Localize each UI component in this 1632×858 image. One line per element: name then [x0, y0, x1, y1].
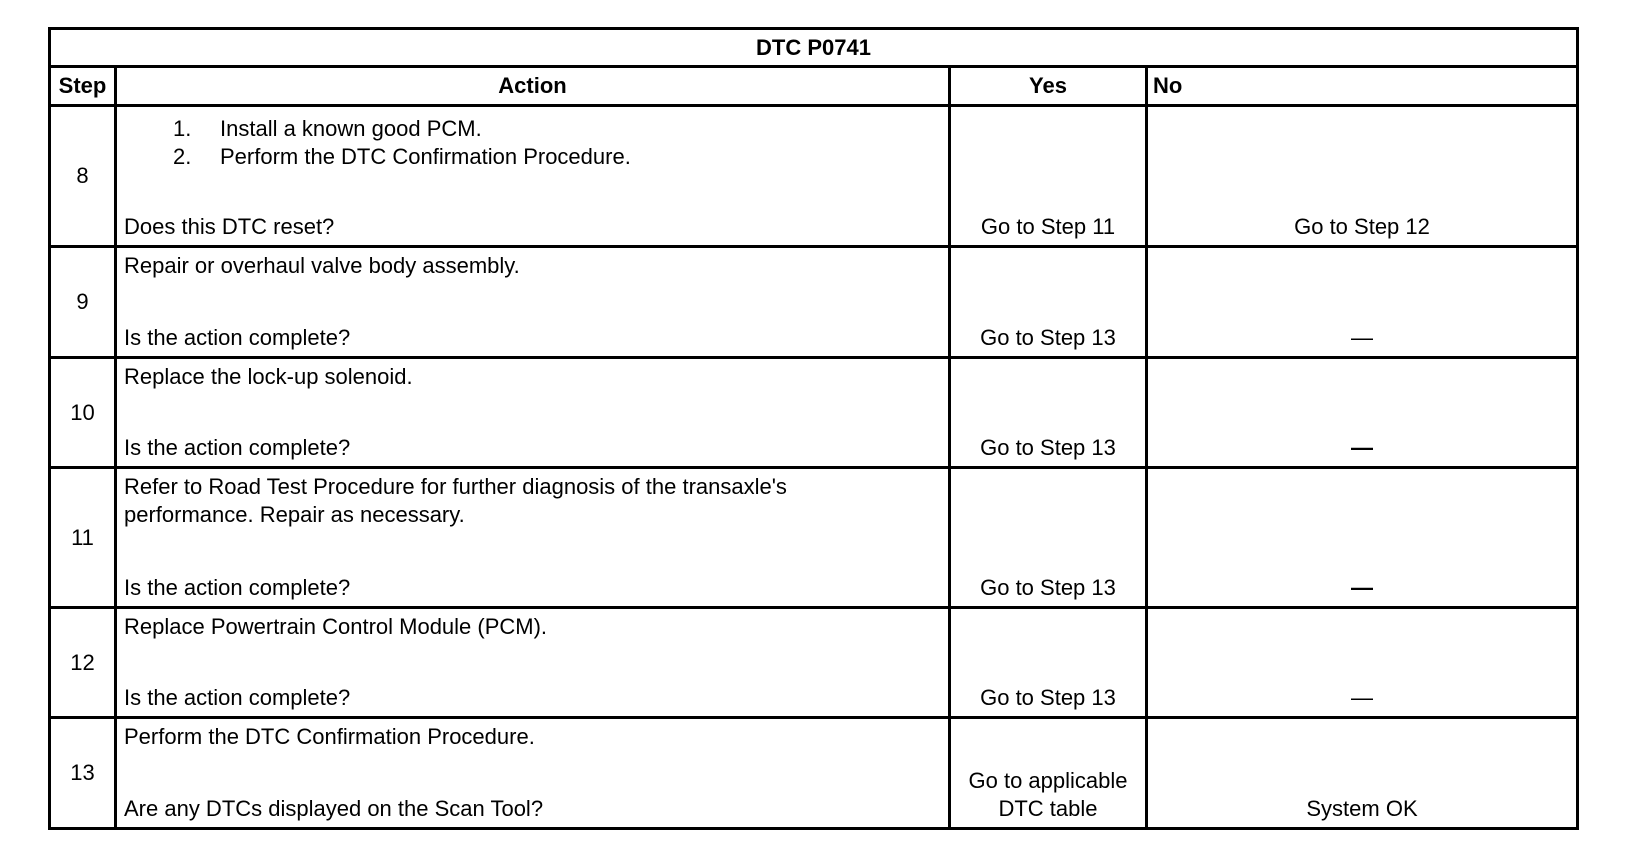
action-question: Does this DTC reset?: [124, 214, 335, 239]
no-text: —: [1351, 575, 1373, 600]
action-text: [124, 473, 941, 529]
action-text: Perform the DTC Confirmation Procedure.: [124, 724, 535, 749]
header-yes: Yes: [951, 68, 1148, 107]
action-list: [124, 115, 941, 171]
action-cell: [117, 609, 951, 719]
list-number: 2.: [173, 144, 192, 169]
action-cell: [117, 248, 951, 359]
action-question: Are any DTCs displayed on the Scan Tool?: [124, 796, 544, 821]
yes-cell: [951, 609, 1148, 719]
no-text: System OK: [1306, 796, 1418, 821]
yes-text-line: DTC table: [998, 796, 1098, 821]
yes-text-line: Go to applicable: [968, 768, 1128, 793]
action-list-item: [124, 115, 941, 143]
action-question: Is the action complete?: [124, 575, 351, 600]
no-cell: [1148, 248, 1576, 359]
list-text: Perform the DTC Confirmation Procedure.: [220, 144, 631, 169]
yes-text: Go to Step 13: [980, 575, 1116, 600]
no-cell: [1148, 107, 1576, 248]
action-text: Repair or overhaul valve body assembly.: [124, 253, 520, 278]
list-number: 1.: [173, 116, 192, 141]
action-question: Is the action complete?: [124, 325, 351, 350]
no-cell: [1148, 359, 1576, 469]
list-text: Install a known good PCM.: [220, 116, 482, 141]
no-text: —: [1351, 435, 1373, 460]
action-cell: [117, 107, 951, 248]
yes-cell: [951, 248, 1148, 359]
step-number: 10: [51, 359, 117, 469]
action-cell: [117, 359, 951, 469]
yes-text: Go to Step 11: [980, 214, 1116, 239]
yes-text: Go to Step 13: [980, 685, 1116, 710]
yes-cell: [951, 107, 1148, 248]
action-cell: [117, 469, 951, 609]
action-text-line: performance. Repair as necessary.: [124, 502, 465, 527]
step-number: 13: [51, 719, 117, 827]
table-title: DTC P0741: [51, 30, 1576, 68]
step-number: 8: [51, 107, 117, 248]
header-step: Step: [51, 68, 117, 107]
header-action: Action: [117, 68, 951, 107]
yes-text: Go to Step 13: [980, 325, 1116, 350]
action-question: Is the action complete?: [124, 685, 351, 710]
yes-text: Go to Step 13: [980, 435, 1116, 460]
action-text-line: Refer to Road Test Procedure for further diagnosis of the transaxle's: [124, 474, 787, 499]
action-question: Is the action complete?: [124, 435, 351, 460]
no-cell: [1148, 719, 1576, 827]
yes-cell: [951, 359, 1148, 469]
header-no: No: [1148, 68, 1576, 107]
no-text: —: [1351, 325, 1373, 350]
action-list-item: [124, 143, 941, 171]
no-text: —: [1351, 685, 1373, 710]
step-number: 9: [51, 248, 117, 359]
yes-cell: [951, 469, 1148, 609]
no-cell: [1148, 609, 1576, 719]
no-text: Go to Step 12: [1294, 214, 1430, 239]
yes-cell: [951, 719, 1148, 827]
action-text: Replace the lock-up solenoid.: [124, 364, 413, 389]
step-number: 11: [51, 469, 117, 609]
action-cell: [117, 719, 951, 827]
dtc-diagnostic-table: [48, 27, 1579, 830]
no-cell: [1148, 469, 1576, 609]
action-text: Replace Powertrain Control Module (PCM).: [124, 614, 548, 639]
step-number: 12: [51, 609, 117, 719]
